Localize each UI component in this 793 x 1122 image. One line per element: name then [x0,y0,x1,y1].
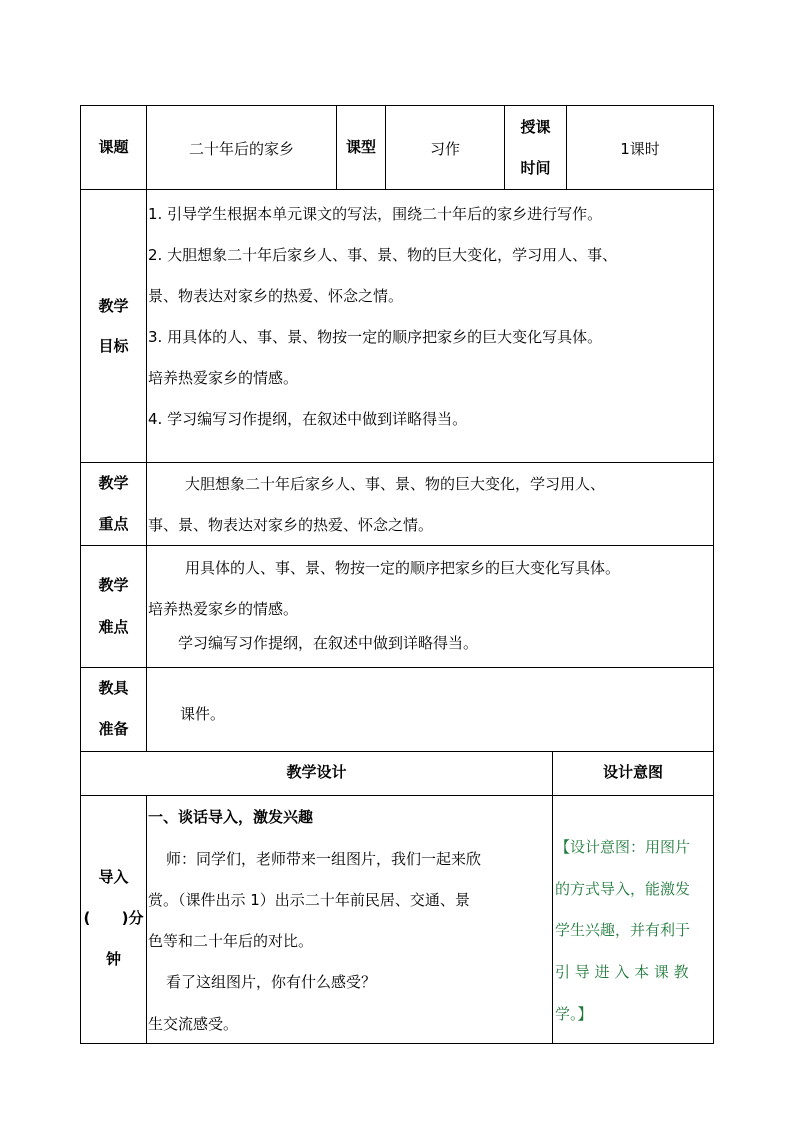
intro-label-2: ( )分 [83,909,144,927]
difficulty-line: 学习编写习作提纲，在叙述中做到详略得当。 [178,634,479,652]
key-points-label-2: 重点 [98,515,129,533]
objective-line: 培养热爱家乡的情感。 [148,369,299,387]
row-divider [80,462,714,463]
table-border-top [80,105,714,106]
intent-line: 的方式导入，能激发 [555,880,691,898]
intro-label-1: 导入 [98,868,129,886]
intent-line: 学生兴趣，并有利于 [555,921,691,939]
intro-line: 赏。（课件出示 1）出示二十年前民居、交通、景 [148,891,470,909]
row-divider [80,667,714,668]
table-border-bottom [80,1043,714,1044]
key-point-line: 大胆想象二十年后家乡人、事、景、物的巨大变化，学习用人、 [185,475,606,493]
label-column-divider [146,795,147,1044]
intro-heading: 一、谈话导入，激发兴趣 [148,808,314,826]
objective-line: 3. 用具体的人、事、景、物按一定的顺序把家乡的巨大变化写具体。 [148,328,603,346]
type-label: 课型 [345,138,376,156]
materials-label-1: 教具 [98,679,129,697]
difficulties-label-1: 教学 [98,576,129,594]
row-divider [80,189,714,190]
objective-line: 2. 大胆想象二十年后家乡人、事、景、物的巨大变化，学习用人、事、 [148,246,618,264]
difficulty-line: 培养热爱家乡的情感。 [148,600,299,618]
objective-line: 1. 引导学生根据本单元课文的写法，围绕二十年后的家乡进行写作。 [148,205,603,223]
key-point-line: 事、景、物表达对家乡的热爱、怀念之情。 [148,516,434,534]
difficulties-label-2: 难点 [98,618,129,636]
materials-value: 课件。 [180,705,226,723]
time-label-2: 时间 [520,159,551,177]
objectives-label-1: 教学 [98,297,129,315]
intent-line: 引 导 进 入 本 课 教 [555,963,689,981]
intent-line: 学。】 [555,1005,593,1023]
design-header: 教学设计 [286,763,347,781]
intent-header: 设计意图 [602,763,663,781]
time-label-1: 授课 [520,118,551,136]
type-value: 习作 [429,140,460,158]
topic-label: 课题 [98,138,129,156]
label-column-divider [146,105,147,752]
topic-value: 二十年后的家乡 [188,140,294,158]
intro-line: 师：同学们，老师带来一组图片，我们一起来欣 [166,850,482,868]
objective-line: 4. 学习编写习作提纲，在叙述中做到详略得当。 [148,410,468,428]
row-divider [80,545,714,546]
intro-line: 生交流感受。 [148,1015,239,1033]
materials-label-2: 准备 [98,720,129,738]
objective-line: 景、物表达对家乡的热爱、怀念之情。 [148,287,404,305]
intent-column-divider [552,751,553,1044]
table-border-right [713,105,714,1044]
intro-line: 看了这组图片，你有什么感受？ [166,973,377,991]
intent-line: 【设计意图：用图片 [555,838,691,856]
difficulty-line: 用具体的人、事、景、物按一定的顺序把家乡的巨大变化写具体。 [185,559,621,577]
time-value: 1课时 [620,140,660,158]
key-points-label-1: 教学 [98,474,129,492]
intro-label-3: 钟 [105,950,121,968]
objectives-label-2: 目标 [98,337,129,355]
row-divider [80,795,714,796]
intro-line: 色等和二十年后的对比。 [148,932,314,950]
